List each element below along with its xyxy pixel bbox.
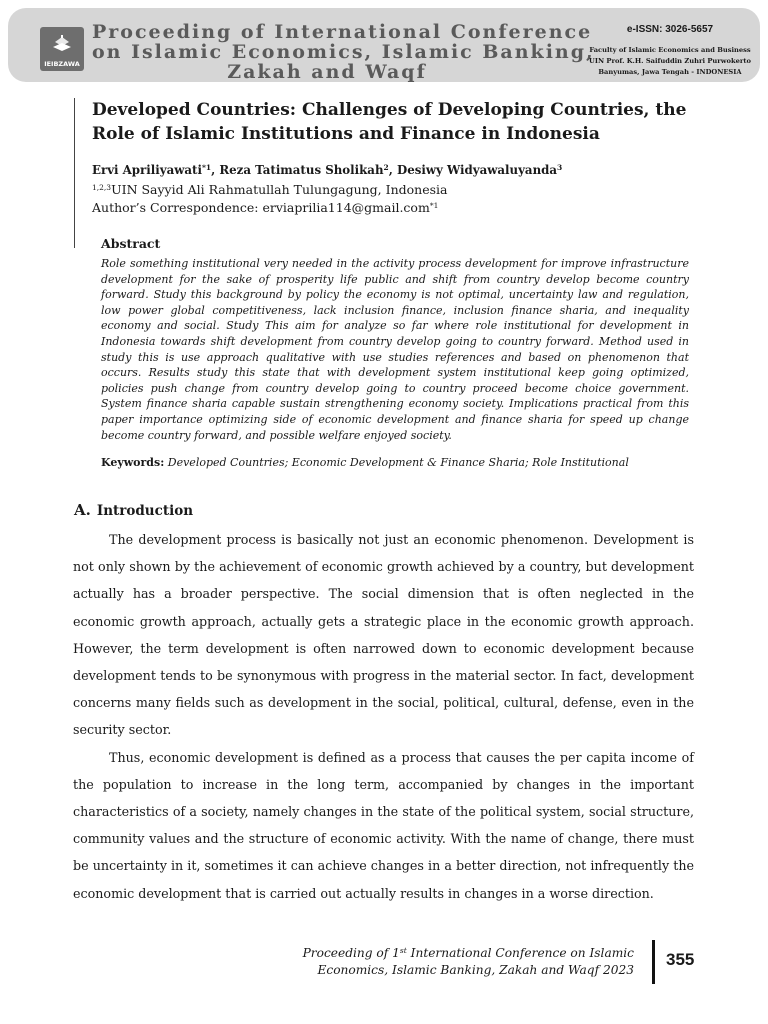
- abstract-heading: Abstract: [101, 236, 161, 251]
- author-sup: *1: [201, 163, 212, 172]
- affiliation-text: UIN Sayyid Ali Rahmatullah Tulungagung, Indonesia: [111, 182, 448, 197]
- footer-sup: st: [399, 946, 407, 955]
- logo-text: IEIBZAWA: [44, 60, 80, 68]
- section-letter: A.: [74, 501, 91, 519]
- author-sup: 2: [383, 163, 389, 172]
- conference-title-line: Proceeding of International Conference: [92, 21, 593, 43]
- footer-citation: [300, 945, 634, 978]
- conference-logo: [40, 27, 84, 71]
- paper-title-line: Developed Countries: Challenges of Developing Countries, the: [92, 100, 687, 120]
- conference-title: [92, 21, 595, 83]
- eissn: e-ISSN: 3026-5657: [626, 24, 714, 35]
- footer-text-part: International Conference on Islamic: [406, 946, 634, 960]
- author-sup: 3: [557, 163, 563, 172]
- section-heading: [74, 501, 193, 519]
- institution-info: [574, 45, 766, 78]
- paragraph: Thus, economic development is defined as a process that causes the per capita income of the population to increase in the long term, accompanied by changes in the important characteristics of a society, namely changes in the state of the political system, social structure, community values and the structure of economic activity. With the name of change, there must be uncertainty in it, sometimes it can achieve changes in a better direction, not infrequently the economic development that is carried out actually results in changes in a worse direction.: [73, 749, 694, 901]
- institution-line: Faculty of Islamic Economics and Business: [589, 46, 751, 54]
- book-icon: [52, 33, 72, 53]
- paragraph: The development process is basically not just an economic phenomenon. Development is not only shown by the achievement of economic growth achieved by a country, but development actually has a broader perspective. The social dimension that is often neglected in the economic growth approach, actually gets a strategic place in the economic growth approach. However, the term development is often narrowed down to economic development because development tends to be synonymous with progress in the material sector. In fact, development concerns many fields such as development in the social, political, cultural, defense, even in the security sector.: [73, 532, 694, 738]
- affiliation-sup: 1,2,3: [92, 183, 112, 192]
- footer-divider: [652, 940, 655, 984]
- footer-line-1: [300, 945, 634, 962]
- section-body: [73, 526, 694, 907]
- conference-title-line: Zakah and Waqf: [227, 61, 427, 83]
- abstract-text: Role something institutional very needed in the activity process development for improve infrastructure development for the sake of prosperity life public and shift from country develop become country forward. Study this background by policy the economy is not optimal, uncertainty law and regulation, low power global competitiveness, lack inclusion finance, inclusion finance sharia, and inequality economy and social. Study This aim for analyze so far where role institutional for development in Indonesia towards shift development from country develop going to country forward. Method used in study this is use approach qualitative with use studies references and based on phenomenon that occurs. Results study this state that with development system institutional keep going optimized, policies push change from country develop going to country proceed become choice government. System finance sharia capable sustain strengthening economy society. Implications practical from this paper importance optimizing side of economic development and finance sharia for speed up change become country forward, and possible welfare enjoyed society.: [101, 257, 689, 442]
- conference-title-line: on Islamic Economics, Islamic Banking,: [92, 41, 595, 63]
- author-name: Reza Tatimatus Sholikah: [219, 163, 384, 177]
- keywords-text: Developed Countries; Economic Development & Finance Sharia; Role Institutional: [167, 456, 629, 469]
- title-rule: [74, 98, 75, 248]
- author-name: Ervi Apriliyawati: [92, 163, 202, 177]
- paper-title: [92, 98, 712, 146]
- section-title: Introduction: [96, 503, 194, 519]
- author-name: Desiwy Widyawaluyanda: [396, 163, 558, 177]
- header-banner: [8, 8, 760, 82]
- keywords-label: Keywords:: [101, 456, 165, 469]
- institution-line: Banyumas, Jawa Tengah - INDONESIA: [598, 68, 742, 76]
- correspondence: [92, 200, 712, 215]
- institution-line: UIN Prof. K.H. Saifuddin Zuhri Purwokerto: [589, 57, 751, 65]
- footer-line-2: Economics, Islamic Banking, Zakah and Waqf 2023: [317, 962, 634, 977]
- paper-title-line: Role of Islamic Institutions and Finance in Indonesia: [92, 124, 600, 144]
- correspondence-sup: *1: [429, 201, 439, 210]
- keywords: [101, 456, 701, 469]
- footer-text-part: Proceeding of 1: [302, 946, 400, 960]
- correspondence-text: Author’s Correspondence: erviaprilia114@gmail.com: [92, 200, 430, 215]
- page-number: 355: [666, 950, 695, 969]
- author-list: Ervi Apriliyawati$^{*1}$, Reza Tatimatus Sholikah$^2$, Desiwy Widyawaluyanda$^3$: [92, 163, 563, 177]
- affiliation: [92, 182, 712, 197]
